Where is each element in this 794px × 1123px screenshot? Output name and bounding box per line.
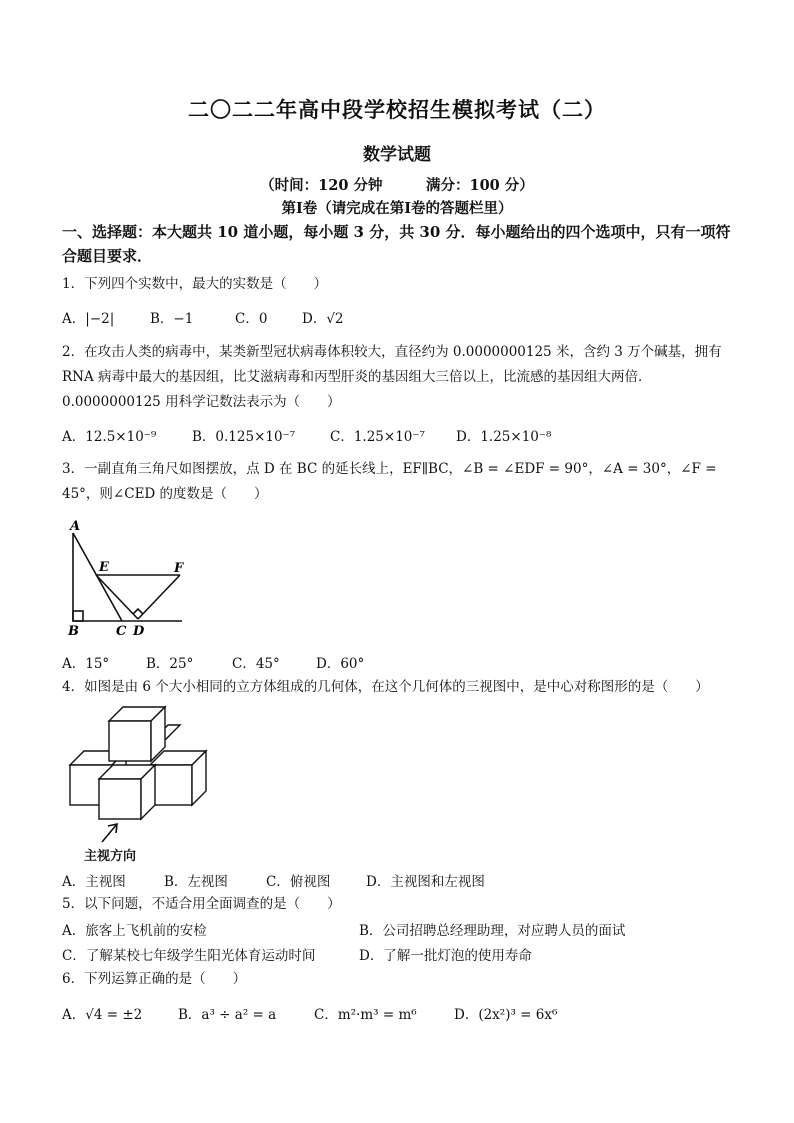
q3-option-b[interactable]: B．25° <box>146 656 194 672</box>
label-d: D <box>133 624 145 639</box>
label-a: A <box>70 519 81 534</box>
q5-option-b[interactable]: B．公司招聘总经理助理，对应聘人员的面试 <box>359 923 626 939</box>
volume-title: 第Ⅰ卷（请完成在第Ⅰ卷的答题栏里） <box>281 200 513 217</box>
q6-option-a[interactable]: A．√4 = ±2 <box>62 1007 143 1023</box>
label-c: C <box>116 624 127 639</box>
question-2-stem: 2．在攻击人类的病毒中，某类新型冠状病毒体积较大，直径约为 0.0000000125 米，含约 3 万个碱基，拥有 RNA 病毒中最大的基因组，比艾滋病毒和丙型肝炎的基因组大三倍以上，比流感的基因组大两倍．0.0000000125 用科学记数法表示为（ ） <box>62 344 722 410</box>
q5-option-d[interactable]: D．了解一批灯泡的使用寿命 <box>359 948 532 964</box>
question-5-stem: 5．以下问题，不适合用全面调查的是（ ） <box>62 896 341 912</box>
q1-option-a[interactable]: A．|−2| <box>62 311 115 327</box>
label-e: E <box>99 560 109 575</box>
q3-option-c[interactable]: C．45° <box>232 656 280 672</box>
q2-option-a[interactable]: A．12.5×10⁻⁹ <box>62 429 157 445</box>
q4-option-c[interactable]: C．俯视图 <box>266 874 331 890</box>
question-6-stem: 6．下列运算正确的是（ ） <box>62 971 247 987</box>
question-3-stem: 3．一副直角三角尺如图摆放，点 D 在 BC 的延长线上，EF∥BC，∠B = ∠EDF = 90°，∠A = 30°，∠F = 45°，则∠CED 的度数是（ ） <box>62 461 717 502</box>
q3-option-d[interactable]: D．60° <box>316 656 365 672</box>
q6-option-c[interactable]: C．m²·m³ = m⁶ <box>314 1007 417 1023</box>
q1-option-d[interactable]: D．√2 <box>302 311 344 327</box>
q4-option-a[interactable]: A．主视图 <box>62 874 126 890</box>
subject-title: 数学试题 <box>363 145 431 165</box>
q6-option-b[interactable]: B．a³ ÷ a² = a <box>178 1007 277 1023</box>
question-1-stem: 1．下列四个实数中，最大的实数是（ ） <box>62 276 328 292</box>
q4-option-d[interactable]: D．主视图和左视图 <box>366 874 485 890</box>
question-4-stem: 4．如图是由 6 个大小相同的立方体组成的几何体，在这个几何体的三视图中，是中心对称图形的是（ ） <box>62 679 709 695</box>
cubes-figure <box>62 702 212 847</box>
q6-option-d[interactable]: D．(2x²)³ = 6x⁶ <box>454 1007 558 1023</box>
q4-option-b[interactable]: B．左视图 <box>164 874 228 890</box>
q2-option-d[interactable]: D．1.25×10⁻⁸ <box>456 429 552 445</box>
q5-option-a[interactable]: A．旅客上飞机前的安检 <box>62 923 207 939</box>
q3-option-a[interactable]: A．15° <box>62 656 110 672</box>
figure-caption-view-direction: 主视方向 <box>84 849 137 864</box>
q2-option-c[interactable]: C．1.25×10⁻⁷ <box>330 429 425 445</box>
q5-option-c[interactable]: C．了解某校七年级学生阳光体育运动时间 <box>62 948 316 964</box>
triangle-rulers-figure <box>62 515 192 643</box>
q2-option-b[interactable]: B．0.125×10⁻⁷ <box>192 429 296 445</box>
label-f: F <box>174 561 184 576</box>
q1-option-c[interactable]: C．0 <box>235 311 268 327</box>
exam-title: 二〇二二年高中段学校招生模拟考试（二） <box>188 97 606 122</box>
q1-option-b[interactable]: B．−1 <box>150 311 194 327</box>
label-b: B <box>68 624 79 639</box>
exam-info: （时间：120 分钟 满分：100 分） <box>260 177 534 194</box>
section-heading: 一、选择题：本大题共 10 道小题，每小题 3 分，共 30 分．每小题给出的四个选项中，只有一项符合题目要求． <box>62 223 731 265</box>
